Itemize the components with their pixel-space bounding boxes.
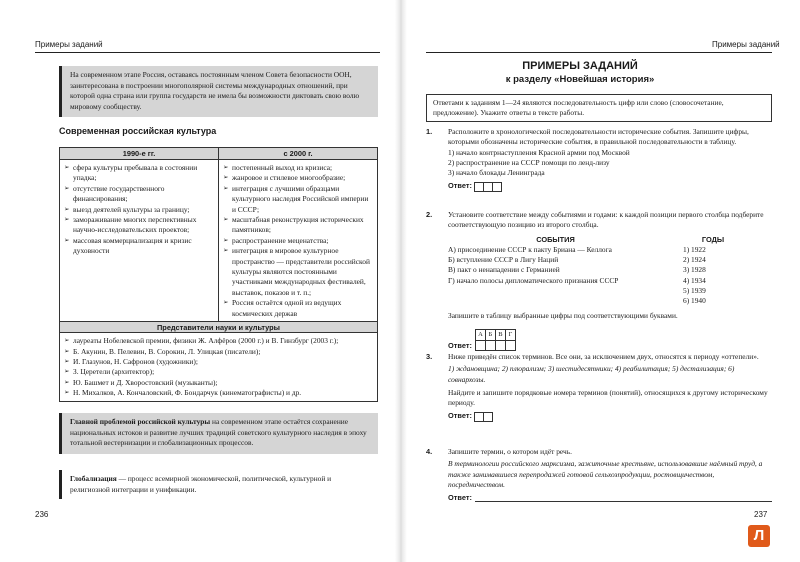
answer-cells[interactable] [475, 182, 502, 192]
answer-row [448, 181, 772, 191]
list-item: ➢ жанровое и стилевое многообразие; [223, 173, 373, 183]
problem-term: Главной проблемой российской культуры [70, 417, 211, 426]
answer-row [448, 493, 772, 503]
answer-cell[interactable] [483, 412, 493, 422]
answer-row [448, 324, 772, 351]
globalization-term: Глобализация [70, 474, 117, 483]
people-list [60, 333, 377, 400]
globalization-box [59, 470, 378, 499]
list-item: 2) 1924 [683, 255, 706, 265]
col-1990s-header: 1990-е гг. [60, 148, 219, 159]
task-number: 3. [426, 352, 433, 361]
page-subtitle: к разделу «Новейшая история» [505, 74, 655, 85]
list-item: ➢ Россия остаётся одной из ведущих космических держав [223, 298, 373, 319]
task-text: Установите соответствие между событиями и годами: к каждой позиции первого столбца подберите соответствующую позицию из второго столбца. [448, 210, 764, 230]
list-item: ➢ масштабная реконструкция исторических памятников; [223, 215, 373, 236]
list-item: ➢ И. Глазунов, Н. Сафронов (художники); [64, 357, 373, 367]
list-item: ➢ З. Церетели (архитектор); [64, 367, 373, 377]
answer-cell[interactable] [475, 341, 485, 351]
header-rule-right [426, 52, 772, 53]
running-head-right: Примеры заданий [712, 40, 780, 49]
page-title: ПРИМЕРЫ ЗАДАНИЙ [522, 60, 638, 72]
list-item: ➢ Н. Михалков, А. Кончаловский, Ф. Бондарчук (кинематографисты) и др. [64, 388, 373, 398]
matching-table [448, 235, 772, 307]
list-item: Г) начало полосы дипломатического признания СССР [448, 275, 619, 285]
globalization-text: — процесс всемирной экономической, политической, культурной и религиозной интеграции и унификации. [70, 474, 332, 494]
letter-cell: Б [485, 329, 495, 340]
task-note: Найдите и запишите порядковые номера терминов (понятий), относящихся к другому историческому периоду. [448, 387, 768, 408]
answer-label: Ответ: [448, 340, 472, 350]
letter-cell: А [475, 329, 485, 340]
people-header: Представители науки и культуры [60, 322, 377, 333]
problem-box [59, 413, 378, 454]
answer-cell[interactable] [495, 341, 505, 351]
list-item: ➢ интеграция с лучшими образцами культурного наследия Российской империи и СССР; [223, 184, 373, 215]
years-header: ГОДЫ [701, 234, 725, 244]
list-item: 1) начало контрнаступления Красной армии под Москвой [448, 147, 630, 157]
list-item: 2) распространение на СССР помощи по ленд-лизу [448, 157, 610, 167]
page-number-left: 236 [35, 510, 49, 519]
answer-label: Ответ: [448, 411, 472, 421]
list-item: 1) 1922 [683, 244, 706, 254]
task-number: 4. [426, 447, 433, 456]
list-item: 3) 1928 [683, 265, 706, 275]
list-item: 5) 1939 [683, 286, 706, 296]
table-header [60, 148, 377, 160]
list-item: 6) 1940 [683, 296, 706, 306]
letter-cell: В [495, 329, 505, 340]
section-title: Современная российская культура [59, 126, 217, 136]
terms-list: 1) ждановщина; 2) плюрализм; 3) шестидесятники; 4) реабилитация; 5) дестализация; 6) совнархозы. [448, 364, 735, 384]
task-text: Расположите в хронологической последовательности исторические события. Запишите цифры, которыми обозначены исторические события, в правильной последовательности в таблицу. [448, 127, 749, 147]
list-item: ➢ Ю. Башмет и Д. Хворостовский (музыканты); [64, 378, 373, 388]
instructions-box: Ответами к заданиям 1—24 являются последовательность цифр или слово (словосочетание, предложение). Укажите ответы в тексте работы. [426, 94, 772, 122]
list-item: ➢ выезд деятелей культуры за границу; [64, 205, 214, 215]
col-2000s-header: с 2000 г. [283, 149, 313, 158]
task-3 [426, 352, 772, 422]
answer-cells[interactable] [475, 412, 493, 422]
list-item: ➢ массовая коммерциализация и кризис духовности [64, 236, 214, 257]
task-2 [426, 210, 772, 351]
list-item: ➢ постепенный выход из кризиса; [223, 163, 373, 173]
events-header: СОБЫТИЯ [536, 234, 575, 244]
list-item: ➢ лауреаты Нобелевской премии, физики Ж. Алфёров (2000 г.) и В. Гинзбург (2003 г.); [64, 336, 373, 346]
answer-letter-table[interactable] [475, 329, 516, 351]
answer-label: Ответ: [448, 493, 472, 503]
list-item: 4) 1934 [683, 275, 706, 285]
task-4 [426, 447, 772, 503]
header-rule-left [35, 52, 380, 53]
running-head-left: Примеры заданий [35, 40, 103, 49]
answer-line[interactable] [475, 501, 772, 502]
culture-table [59, 147, 378, 402]
list-item: ➢ интеграция в мировое культурное пространство — представители российской культуры являются постоянными участниками международных фестивалей, выставок, показов и т. п.; [223, 246, 373, 298]
intro-box [59, 66, 378, 117]
answer-row [448, 411, 772, 421]
problem-text: на современном этапе остаётся сохранение национальных истоков и развитие лучших традиций советского культурного наследия в эпоху тотальной вестернизации и глобализационных процессов. [70, 417, 367, 448]
list-item: Б) вступление СССР в Лигу Наций [448, 255, 559, 265]
task-text: Запишите термин, о котором идёт речь. [448, 447, 572, 456]
list-item: ➢ замораживание многих перспективных научно-исследовательских проектов; [64, 215, 214, 236]
task-note: Запишите в таблицу выбранные цифры под соответствующими буквами. [448, 310, 678, 320]
list-item: ➢ распространение меценатства; [223, 236, 373, 246]
answer-cell[interactable] [505, 341, 515, 351]
letter-cell: Г [505, 329, 515, 340]
answer-label: Ответ: [448, 181, 472, 191]
col-2000s [219, 160, 377, 321]
list-item: В) пакт о ненападении с Германией [448, 265, 560, 275]
task-number: 1. [426, 127, 433, 136]
list-item: ➢ отсутствие государственного финансирования; [64, 184, 214, 205]
publisher-logo: Л [748, 525, 770, 547]
col-1990s [60, 160, 219, 321]
list-item: А) присоединение СССР к пакту Бриана — Келлога [448, 244, 612, 254]
list-item: 3) начало блокады Ленинграда [448, 168, 545, 178]
list-item: ➢ сфера культуры пребывала в состоянии упадка; [64, 163, 214, 184]
page-number-right: 237 [754, 510, 768, 519]
task-1 [426, 127, 772, 192]
task-number: 2. [426, 210, 433, 219]
task-quote: В терминологии российского марксизма, зажиточные крестьяне, использовавшие наёмный труд, а также занимавшиеся перепродажей готовой сельхозпродукции, ростовщичеством, посредничеством. [448, 459, 763, 489]
answer-cell[interactable] [485, 341, 495, 351]
answer-cell[interactable] [492, 182, 502, 192]
table-body [60, 160, 377, 322]
intro-text: На современном этапе Россия, оставаясь постоянным членом Совета безопасности ООН, заинтересована в построении многополярной системы международных отношений, при которой одна страна или группа государств не имела бы возможности диктовать свою волю мировому сообществу. [70, 70, 360, 111]
list-item: ➢ Б. Акунин, В. Пелевин, В. Сорокин, Л. Улицкая (писатели); [64, 347, 373, 357]
book-gutter [395, 0, 407, 562]
task-text: Ниже приведён список терминов. Все они, за исключением двух, относятся к периоду «оттепели». [448, 352, 759, 361]
